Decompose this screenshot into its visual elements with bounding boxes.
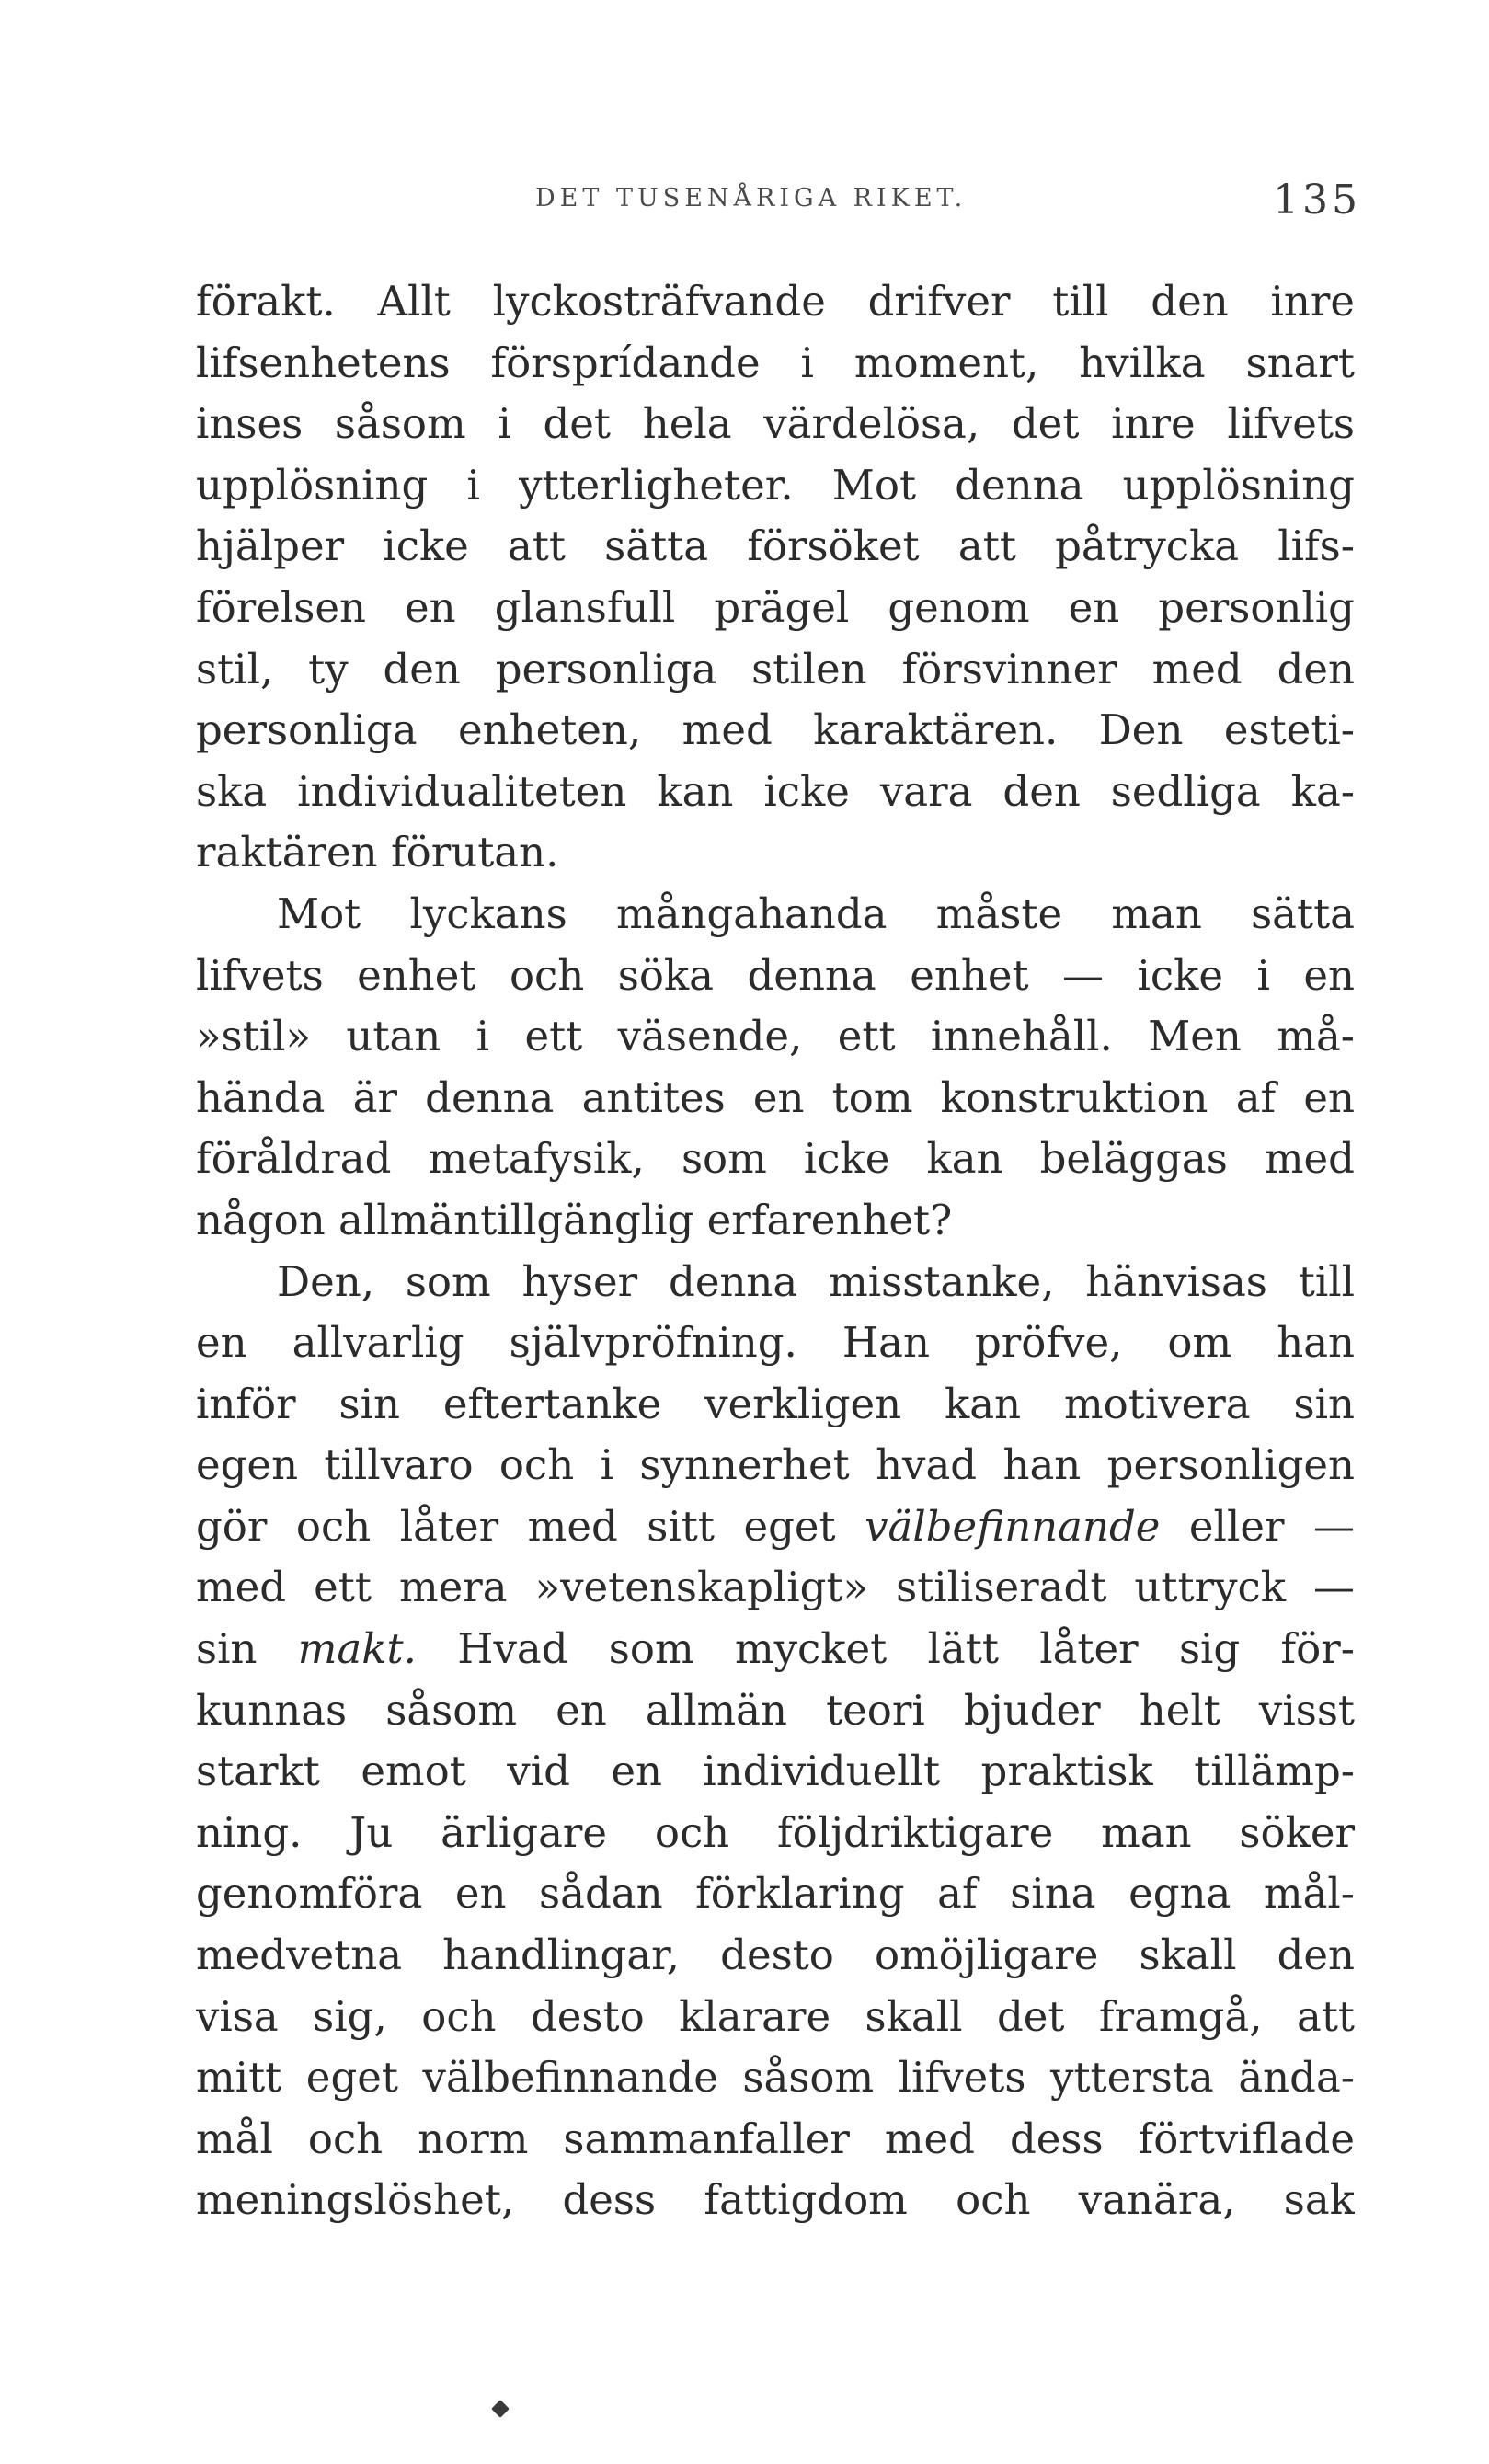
text-line: meningslöshet, dess fattigdom och vanära, sak [196, 2175, 1355, 2225]
text-line: förakt. Allt lyckosträfvande drifver till den inre [196, 277, 1355, 326]
text-line: inses såsom i det hela värdelösa, det inre lifvets [196, 399, 1355, 449]
text-line: medvetna handlingar, desto omöjligare skall den [196, 1931, 1355, 1980]
text-line: mitt eget välbefinnande såsom lifvets yttersta ända- [196, 2053, 1355, 2103]
text-line: någon allmäntillgänglig erfarenhet? [196, 1195, 953, 1244]
text-line: starkt emot vid en individuellt praktisk tillämp- [196, 1747, 1355, 1796]
italic-word: välbefinnande [865, 1501, 1161, 1551]
text-line: personliga enheten, med karaktären. Den esteti- [196, 705, 1355, 755]
text-line: stil, ty den personliga stilen försvinner med den [196, 644, 1355, 693]
text-segment: sin [196, 1624, 298, 1674]
text-segment: gör och låter med sitt eget [196, 1501, 865, 1551]
page-number: 135 [1273, 177, 1361, 223]
text-line: föråldrad metafysik, som icke kan beläggas med [196, 1134, 1355, 1184]
text-line: genomföra en sådan förklaring af sina egna mål- [196, 1869, 1355, 1919]
text-line: med ett mera »vetenskapligt» stiliseradt uttryck — [196, 1563, 1355, 1612]
body-text [196, 271, 1355, 2231]
text-line: förelsen en glansfull prägel genom en personlig [196, 582, 1355, 632]
printer-ornament-mark [491, 2400, 510, 2418]
text-line: mål och norm sammanfaller med dess förtviflade [196, 2114, 1355, 2163]
text-line: »stil» utan i ett väsende, ett innehåll. Men må- [196, 1012, 1355, 1061]
text-line: inför sin eftertanke verkligen kan motivera sin [196, 1379, 1355, 1428]
text-line: en allvarlig självpröfning. Han pröfve, om han [196, 1318, 1355, 1368]
text-line: kunnas såsom en allmän teori bjuder helt visst [196, 1685, 1355, 1735]
text-line [196, 1496, 1355, 1558]
page-header [0, 177, 1489, 241]
text-line: ska individualiteten kan icke vara den sedliga ka- [196, 766, 1355, 816]
text-line: lifsenhetens försprídande i moment, hvilka snart [196, 338, 1355, 387]
italic-word: makt. [297, 1624, 417, 1674]
text-line: visa sig, och desto klarare skall det framgå, att [196, 1991, 1355, 2041]
text-line: raktären förutan. [196, 828, 559, 877]
running-head: DET TUSENÅRIGA RIKET. [535, 184, 968, 212]
text-line: ning. Ju ärligare och följdriktigare man söker [196, 1807, 1355, 1857]
text-line: upplösning i ytterligheter. Mot denna upplösning [196, 460, 1355, 510]
text-line: lifvets enhet och söka denna enhet — icke i en [196, 950, 1355, 1000]
text-line: hända är denna antites en tom konstruktion af en [196, 1072, 1355, 1122]
text-line: Mot lyckans mångahanda måste man sätta [277, 888, 1355, 938]
text-line: egen tillvaro och i synnerhet hvad han personligen [196, 1440, 1355, 1490]
text-line: Den, som hyser denna misstanke, hänvisas till [277, 1256, 1355, 1306]
text-line: hjälper icke att sätta försöket att påtrycka lifs- [196, 521, 1355, 571]
text-segment: Hvad som mycket lätt låter sig för- [416, 1624, 1355, 1674]
text-segment: eller — [1160, 1501, 1355, 1551]
text-line [196, 1619, 1355, 1680]
